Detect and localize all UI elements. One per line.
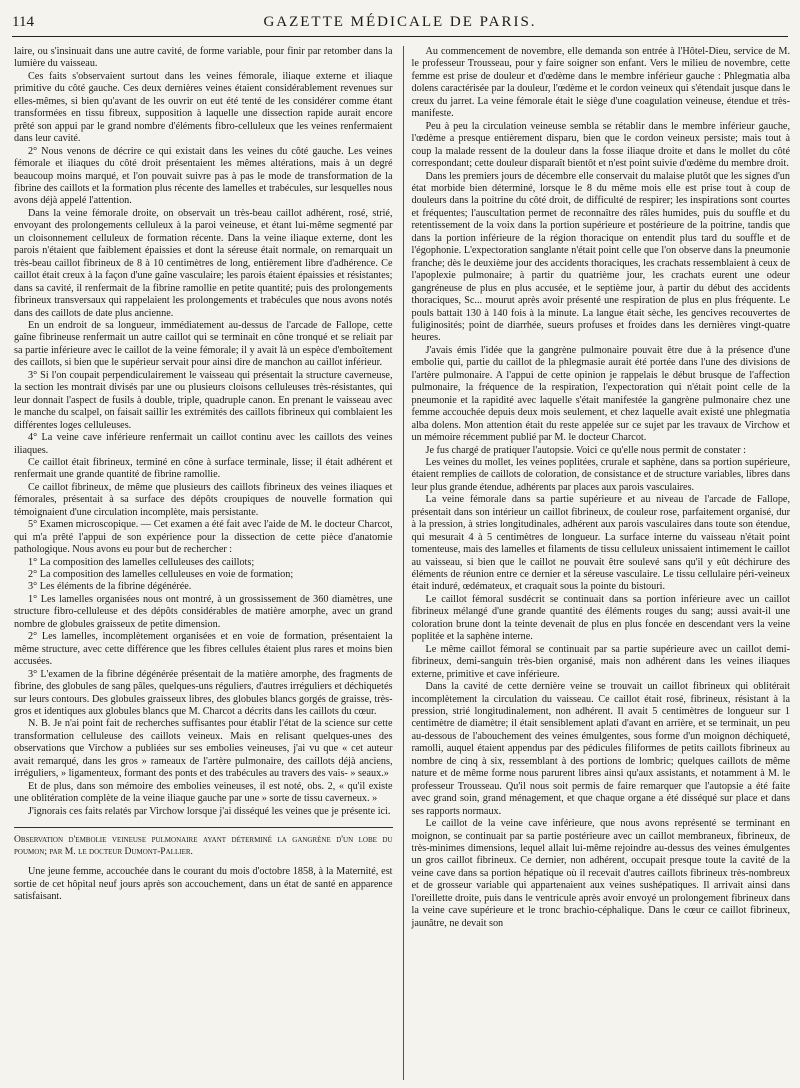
paragraph: Ce caillot était fibrineux, terminé en cône à surface terminale, lisse; il était adhérent et renfermait une grande quantité de fibrine ramollie. (14, 456, 393, 481)
paragraph: Les veines du mollet, les veines poplitées, crurale et saphène, dans sa portion supérieure, étaient remplies de caillots de coloration, de consistance et de structure variables, libres dans leur plus grande étendue, adhérents par places aux parois vasculaires. (411, 456, 790, 493)
paragraph: Au commencement de novembre, elle demanda son entrée à l'Hôtel-Dieu, service de M. le professeur Trousseau, pour y faire soigner son enfant. Vers le milieu de novembre, cette femme est prise de douleur et d'œdème dans le membre inférieur gauche : Phlegmatia alba dolens caractérisée par la douleur, l'œdème et le cordon veineux qui s'étendait jusque dans le creux du jarret. La veine fémorale était le siège d'une coagulation veineuse, étendue et très-manifeste. (411, 46, 790, 120)
paragraph: Le caillot fémoral susdécrit se continuait dans sa portion inférieure avec un caillot fibrineux mélangé d'une grande quantité des éléments rouges du sang; aussi avait-il une coloration brune dont la teinte devenait de plus en plus foncée en descendant vers la veine poplitée et la saphène interne. (411, 593, 790, 643)
paragraph: La veine fémorale dans sa partie supérieure et au niveau de l'arcade de Fallope, présentait dans son intérieur un caillot fibrineux, de couleur rose, parfaitement organisé, dur à la pression, à stries longitudinales, adhérent aux parois vasculaires dans toute son étendue, qui mesurait 4 à 5 centimètres de longueur. La surface interne du vaisseau n'était point tomenteuse, mais des lamelles et filaments de tissu celluleux unissaient intimement le caillot au vaisseau, si bien que le caillot ne pouvait être soulevé sans qu'il y eût déchirure des éléments de réunion entre ce dernier et la séreuse vasculaire. Le tissu cellulaire péri-veineux était induré, œdémateux, et craquait sous la pointe du bistouri. (411, 494, 790, 593)
paragraph: Dans la cavité de cette dernière veine se trouvait un caillot fibrineux qui oblitérait incomplètement la circulation du vaisseau. Ce caillot était rosé, fibrineux, résistant à la pression, strié longitudinalement, non adhérent. Il avait 5 centimètres de longueur sur 1 centimètre de diamètre; il était sensiblement aplati d'avant en arrière, et se terminait, un peu au-dessous de l'abouchement des veines émulgentes, sous forme d'un moignon déchiqueté, ramolli, auquel étaient appendus par des pédicules filiformes de petits caillots fibrineux au nombre de cinq à six, ressemblant à des portions de lombric; quelques caillots de même nature et de même forme nous parurent libres ainsi qu'aux assistants, et notamment à M. le professeur Trousseau. Qu'il nous soit permis de faire remarquer que l'autopsie a été faite avec grand soin, grand ménagement, et que chaque organe a été disséqué sur place et dans ses rapports normaux. (411, 681, 790, 817)
paragraph: J'avais émis l'idée que la gangrène pulmonaire pouvait être due à la présence d'une embolie qui, partie du caillot de la phlegmasie aurait été portée dans l'une des divisions de l'artère pulmonaire. A l'appui de cette opinion je rappelais le début brusque de l'affection pulmonaire, la fréquence de la respiration, l'expectoration qui n'était point celle de la pneumonie et la rapidité avec laquelle s'était manifestée la gangrène pulmonaire chez une femme accouchée depuis deux mois seulement, et chez laquelle avait existé une phlegmatia alba dolens. Mon attention était du reste appelée sur ce sujet par les travaux de Virchow et un mémoire récemment publié par M. le docteur Charcot. (411, 344, 790, 444)
paragraph: Et de plus, dans son mémoire des embolies veineuses, il est noté, obs. 2, « qu'il existe une oblitération complète de la veine iliaque gauche par une » sorte de tissu caverneux. » (14, 780, 393, 805)
paragraph: 3° Les éléments de la fibrine dégénérée. (28, 581, 192, 593)
paragraph: 3° L'examen de la fibrine dégénérée présentait de la matière amorphe, des fragments de fibrine, des globules de sang pâles, quelques-uns réguliers, d'autres irréguliers et déchiquetés sur leurs contours. Des globules graisseux libres, des globules blancs gorgés de graisse, très-gros et identiques aux globules blancs que M. Charcot a décrits dans les caillots du cœur. (14, 668, 393, 718)
paragraph: Dans les premiers jours de décembre elle conservait du malaise plutôt que les signes d'un état morbide bien déterminé, lorsque le 8 du même mois elle est prise tout à coup de douleurs dans la poitrine du côté droit, de difficulté de respirer; les inspirations sont courtes et fréquentes; l'auscultation permet de reconnaître des râles humides, puis du souffle et du retentissement de la voix dans la portion supérieure et postérieure de la poitrine, tandis que dans la portion inférieure de la région thoracique on entendit plus tard du souffle et de l'égophonie. L'expectoration sanglante n'était point celle que l'on observe dans la pneumonie franche; dès le deuxième jour des accidents thoraciques, les crachats ressemblaient à ceux de l'apoplexie pulmonaire; à partir du quatrième jour, les crachats eurent une odeur gangréneuse de plus en plus accusée, et le septième jour, à partir du début des accidents thoraciques, Sc... mourut après avoir présenté une respiration de plus en plus fréquente. Le pouls battait 130 à 140 fois à la minute. La langue était sèche, les gencives recouvertes de fuliginosités; point de diarrhée, sueurs profuses et froides dans les dernières vingt-quatre heures. (411, 170, 790, 344)
paragraph: Dans la veine fémorale droite, on observait un très-beau caillot adhérent, rosé, strié, envoyant des prolongements celluleux à la paroi veineuse, et étant lui-même segmenté par un cloisonnement celluleux de formation récente. Dans la veine iliaque externe, dont les parois n'étaient que faiblement épaissies et dont la séreuse était normale, on remarquait un très-beau caillot fibrineux de 8 à 10 centimètres de long, entièrement libre d'adhérence. Ce caillot était creux à la façon d'une gaîne vasculaire; les parois étaient épaissies et résistantes; dans sa cavité, il renfermait de la fibrine ramollie en petite quantité; puis des prolongements fibrineux transversaux qui rappelaient les prolongements et trabécules que nous avons notés dans des caillots de date plus ancienne. (14, 207, 393, 319)
left-column (14, 46, 393, 1080)
text-columns (14, 46, 790, 1080)
paragraph: laire, ou s'insinuait dans une autre cavité, de forme variable, pour finir par retomber dans la lumière du vaisseau. (14, 46, 393, 70)
paragraph: Peu à peu la circulation veineuse sembla se rétablir dans le membre inférieur gauche, l'œdème a presque entièrement disparu, bien que le cordon veineux persiste; mais tout à coup la malade ressent de la douleur dans la fosse iliaque droite et dans le mollet du côté correspondant; cette douleur disparaît bientôt et n'est point suivie d'œdème du membre droit. (411, 120, 790, 170)
right-column (403, 46, 791, 1080)
paragraph: Ce caillot fibrineux, de même que plusieurs des caillots fibrineux des veines iliaques et fémorales, présentait à sa surface des dépôts croupiques de nouvelle formation qui témoignaient d'une circulation incomplète, mais persistante. (14, 481, 393, 518)
paragraph: Je fus chargé de pratiquer l'autopsie. Voici ce qu'elle nous permit de constater : (425, 444, 747, 456)
paragraph: Ces faits s'observaient surtout dans les veines fémorale, iliaque externe et iliaque primitive du côté gauche. Ces deux dernières veines étaient considérablement revenues sur elles-mêmes, si bien qu'avant de les ouvrir on eut été tenté de les considérer comme étant transformées en tissu fibreux, supposition à laquelle une dissection rapide aurait encore prêté son appui par le grand nombre d'éléments fibro-celluleux que les veines renfermaient dans leur cavité. (14, 70, 393, 145)
paragraph: 1° La composition des lamelles celluleuses des caillots; (28, 556, 255, 568)
journal-title: GAZETTE MÉDICALE DE PARIS. (263, 14, 537, 30)
paragraph: 2° Nous venons de décrire ce qui existait dans les veines du côté gauche. Les veines fémorale et iliaques du côté droit présentaient les mêmes altérations, mais à un degré beaucoup moins marqué, et l'on pouvait suivre pas à pas le mode de transformation de la fibrine des caillots et la formation plus récente des lamelles et trabécules, sur lesquelles nous avons déjà appelé l'attention. (14, 145, 393, 207)
page-header (12, 10, 788, 37)
paragraph: 5° Examen microscopique. — Cet examen a été fait avec l'aide de M. le docteur Charcot, qui m'a prêté l'appui de son expérience pour la dissection de cette pièce d'anatomie pathologique. Nous avons eu pour but de rechercher : (14, 519, 393, 556)
paragraph: 2° La composition des lamelles celluleuses en voie de formation; (28, 569, 294, 581)
paragraph: Le caillot de la veine cave inférieure, que nous avons représenté se terminant en moignon, se continuait par sa partie postérieure avec un caillot membraneux, fibrineux, de très-minimes dimensions, lequel allait lui-même rejoindre au-dessus des veines émulgentes un gros caillot fibrineux. Ce dernier, non adhérent, occupait presque toute la cavité de la veine cave dans sa portion hépatique où il recevait d'autres caillots fibrineux très-nombreux et de grosseur variable qui appartenaient aux veines sushépatiques. Il arrivait ainsi dans l'oreillette droite, puis dans le ventricule après avoir envoyé un prolongement fibrineux dans la veine cave supérieure et le tronc brachio-céphalique. Dans le cœur ce caillot fibrineux, jaunâtre, ne devait son (411, 818, 790, 929)
paragraph: En un endroit de sa longueur, immédiatement au-dessus de l'arcade de Fallope, cette gaîne fibrineuse renfermait un autre caillot qui se terminait en cône tronqué et se reliait par sa partie inférieure avec le caillot de la veine fémorale; il y avait là un espèce d'emboîtement des caillots, si bien que le supérieur servait pour ainsi dire de manchon au caillot inférieur. (14, 319, 393, 369)
paragraph: Le même caillot fémoral se continuait par sa partie supérieure avec un caillot demi-fibrineux, demi-sanguin très-bien organisé, mais non adhérent dans les veines iliaques externe, primitive et cave inférieure. (411, 643, 790, 680)
paragraph: Une jeune femme, accouchée dans le courant du mois d'octobre 1858, à la Maternité, est sortie de cet hôpital neuf jours après son accouchement, dans un état de santé en apparence satisfaisant. (14, 866, 393, 902)
paragraph: J'ignorais ces faits relatés par Virchow lorsque j'ai disséqué les veines que je présente ici. (28, 805, 391, 817)
paragraph: 3° Si l'on coupait perpendiculairement le vaisseau qui présentait la structure caverneuse, la section les montrait divisés par une ou plusieurs cloisons celluleuses très-résistantes, qui leur donnait l'aspect de fusils à double, triple, quadruple canon. En prenant le vaisseau avec le manche du scalpel, on faisait saillir les extrémités des caillots fibrineux qui comblaient les différentes loges celluleuses. (14, 369, 393, 431)
page-number: 114 (12, 14, 34, 30)
paragraph: 1° Les lamelles organisées nous ont montré, à un grossissement de 360 diamètres, une structure fibro-celluleuse et des dépôts considérables de matière amorphe, avec un grand nombre de globules graisseux de petite dimension. (14, 593, 393, 630)
observation-heading: Observation d'embolie veineuse pulmonaire ayant déterminé la gangrène d'un lobe du poumon; par M. le docteur Dumont-Pallier. (14, 827, 393, 858)
paragraph: 4° La veine cave inférieure renfermait un caillot continu avec les caillots des veines iliaques. (14, 432, 393, 456)
paragraph: 2° Les lamelles, incomplètement organisées et en voie de formation, présentaient la même structure, avec cette différence que les fibres cellules étaient plus rares et moins bien accusées. (14, 631, 393, 668)
paragraph: N. B. Je n'ai point fait de recherches suffisantes pour établir l'état de la science sur cette transformation celluleuse des caillots veineux. Mais en relisant quelques-unes des observations que Virchow a publiées sur ses embolies veineuses, j'ai vu que « cet auteur avait remarqué, dans les gros » rameaux de l'artère pulmonaire, des caillots déjà anciens, irréguliers, » ligamenteux, formant des ponts et des trabécules au travers des vais- » seaux.» (14, 718, 393, 780)
